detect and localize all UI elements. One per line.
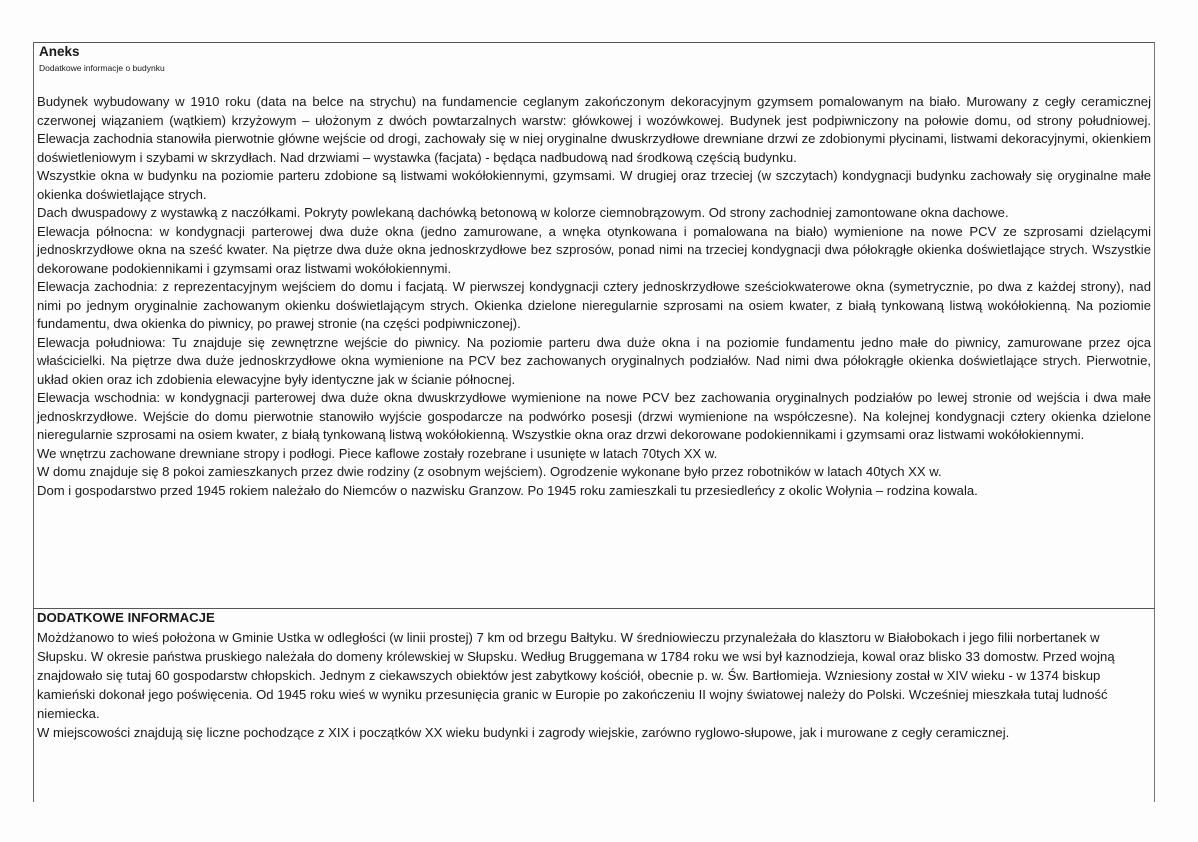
building-description	[37, 93, 1151, 500]
annex-title: Aneks	[39, 44, 80, 59]
paragraph-west-elevation: Elewacja zachodnia: z reprezentacyjnym wejściem do domu i facjatą. W pierwszej kondygnacji cztery jednoskrzydłowe sześciokwaterowe okna (symetrycznie, po dwa z każdej strony), nad nimi po jednym oryginalnie zachowanym okienku doświetlającym strych. Okienka dzielone nieregularnie szprosami na osiem kwater, z białą tynkowaną listwą wokółokienną. Na poziomie fundamentu, dwa okienka do piwnicy, po prawej stronie (na części podpiwniczonej).	[37, 279, 1151, 331]
paragraph-east-elevation: Elewacja wschodnia: w kondygnacji parterowej dwa duże okna dwuskrzydłowe wymienione na nowe PCV bez zachowania oryginalnych podziałów po lewej stronie od wejścia i dwa małe jednoskrzydłowe. Wejście do domu pierwotnie stanowiło wyjście gospodarcze na podwórko posesji (drzwi wymienione na współczesne). Na kolejnej kondygnacji cztery okienka dzielone nieregularnie szprosami na osiem kwater, z białą tynkowaną listwą wokółokienną. Wszystkie okna oraz drzwi dekorowane podokiennikami i gzymsami oraz listwami wokółokiennymi.	[37, 390, 1151, 442]
paragraph-rooms: W domu znajduje się 8 pokoi zamieszkanych przez dwie rodziny (z osobnym wejściem). Ogrodzenie wykonane było przez robotników w latach 40tych XX w.	[37, 464, 942, 479]
document-frame	[33, 42, 1155, 802]
paragraph-village-buildings: W miejscowości znajdują się liczne pochodzące z XIX i początków XX wieku budynki i zagrody wiejskie, zarówno ryglowo-słupowe, jak i murowane z cegły ceramicznej.	[37, 725, 1010, 740]
right-border	[1154, 42, 1155, 802]
left-border	[33, 42, 34, 802]
paragraph-interior: We wnętrzu zachowane drewniane stropy i podłogi. Piece kaflowe zostały rozebrane i usunięte w latach 70tych XX w.	[37, 445, 718, 461]
paragraph-construction: Budynek wybudowany w 1910 roku (data na belce na strychu) na fundamencie ceglanym zakończonym dekoracyjnym gzymsem pomalowanym na biało. Murowany z cegły ceramicznej czerwonej wiązaniem (wątkiem) krzyżowym – ułożonym z dwóch powtarzalnych warstw: główkowej i wozówkowej. Budynek jest podpiwniczony na połowie domu, od strony południowej. Elewacja zachodnia stanowiła pierwotnie główne wejście od drogi, zachowały się w niej oryginalne dwuskrzydłowe drewniane drzwi ze zdobionymi płycinami, listwami dekoracyjnymi, okienkiem doświetleniowym i szybami w skrzydłach. Nad drzwiami – wystawka (facjata) - będąca nadbudową nad środkową częścią budynku.	[37, 94, 1151, 165]
top-divider	[33, 42, 1155, 43]
paragraph-roof: Dach dwuspadowy z wystawką z naczółkami. Pokryty powlekaną dachówką betonową w kolorze ciemnobrązowym. Od strony zachodniej zamontowane okna dachowe.	[37, 205, 1009, 220]
paragraph-north-elevation: Elewacja północna: w kondygnacji parterowej dwa duże okna (jedno zamurowane, a wnęka otynkowana i pomalowana na biało) wymienione na nowe PCV ze szprosami dzielącymi jednoskrzydłowe okna na sześć kwater. Na piętrze dwa duże okna jednoskrzydłowe bez szprosów, ponad nimi na trzeciej kondygnacji dwa półokrągłe okienka doświetlające strych. Wszystkie dekorowane podokiennikami i gzymsami oraz listwami wokółokiennymi.	[37, 223, 1151, 276]
additional-info-body	[37, 628, 1151, 742]
annex-subtitle: Dodatkowe informacje o budynku	[39, 63, 165, 73]
additional-info-heading: DODATKOWE INFORMACJE	[37, 610, 215, 625]
section-divider	[33, 608, 1155, 609]
paragraph-village-history: Możdżanowo to wieś położona w Gminie Ustka w odległości (w linii prostej) 7 km od brzegu Bałtyku. W średniowieczu przynależała do klasztoru w Białobokach i jego filii norbertanek w Słupsku. W okresie państwa pruskiego należała do domeny królewskiej w Słupsku. Według Bruggemana w 1784 roku we wsi był kaznodzieja, kowal oraz blisko 33 domostw. Przed wojną znajdowało się tutaj 60 gospodarstw chłopskich. Jednym z ciekawszych obiektów jest zabytkowy kościół, obecnie p. w. Św. Bartłomieja. Wzniesiony został w XIV wieku - w 1374 biskup kamieński dokonał jego poświęcenia. Od 1945 roku wieś w wyniku przesunięcia granic w Europie po zakończeniu II wojny światowej należy do Polski. Wcześniej mieszkała tutaj ludność niemiecka.	[37, 630, 1115, 721]
paragraph-south-elevation: Elewacja południowa: Tu znajduje się zewnętrzne wejście do piwnicy. Na poziomie parteru dwa duże okna i na poziomie fundamentu jedno małe do piwnicy, zamurowane przez ojca właścicielki. Na piętrze dwa duże jednoskrzydłowe okna wymienione na PCV bez zachowanych oryginalnych podziałów. Nad nimi dwa półokrągłe okienka doświetlające strych. Pierwotnie, układ okien oraz ich zdobienia elewacyjne były identyczne jak w ścianie północnej.	[37, 334, 1151, 387]
paragraph-windows: Wszystkie okna w budynku na poziomie parteru zdobione są listwami wokółokiennymi, gzymsami. W drugiej oraz trzeciej (w szczytach) kondygnacji budynku zachowały się oryginalne małe okienka doświetlające strych.	[37, 168, 1151, 202]
paragraph-ownership: Dom i gospodarstwo przed 1945 rokiem należało do Niemców o nazwisku Granzow. Po 1945 roku zamieszkali tu przesiedleńcy z okolic Wołynia – rodzina kowala.	[37, 482, 978, 498]
